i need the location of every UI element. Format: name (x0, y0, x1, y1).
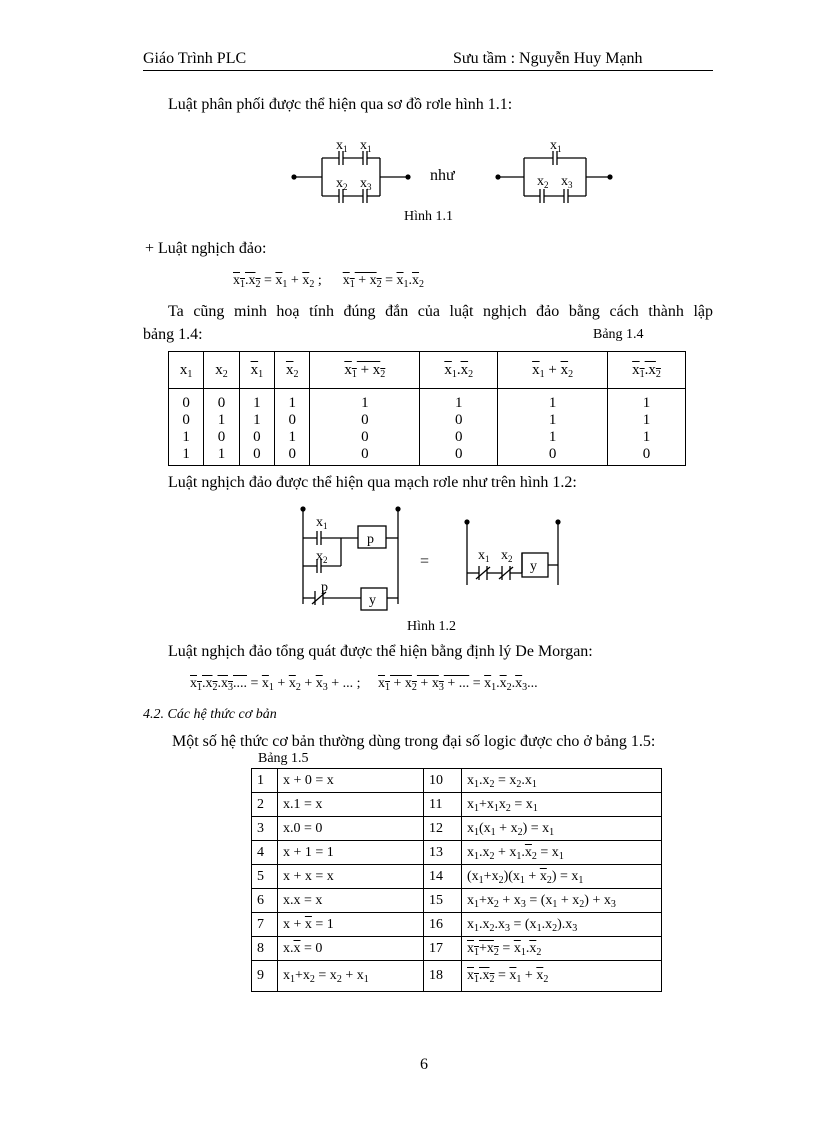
cell: 0 (420, 429, 498, 446)
table-row (252, 937, 662, 961)
svg-text:x1: $x_1$ (316, 515, 328, 531)
cell: 0 (608, 446, 686, 466)
svg-text:x1: $x_1$ (550, 138, 562, 154)
cell: $x_1+x_1x_2 = x_1$ (462, 793, 662, 817)
paragraph-de-morgan: Luật nghịch đảo tổng quát được thể hiện bằng định lý De Morgan: (168, 643, 593, 660)
table-row (169, 412, 686, 429)
cell: 0 (310, 429, 420, 446)
figure-1-1-word: như (430, 167, 455, 184)
cell: 1 (239, 389, 274, 413)
coil-y-label-right: y (530, 559, 537, 574)
cell: $x + \overline{x} = 1$ (278, 913, 424, 937)
col-sum-not: $\overline{x}_1 + \overline{x}_2$ (498, 352, 608, 389)
cell: 0 (420, 446, 498, 466)
col-not-x1: $\overline{x}_1$ (239, 352, 274, 389)
cell: 7 (252, 913, 278, 937)
cell: 0 (239, 446, 274, 466)
cell: 1 (498, 412, 608, 429)
col-not-prod: $x_1.x_2$ (608, 352, 686, 389)
table15-caption: Bảng 1.5 (258, 751, 309, 766)
paragraph-identities: Một số hệ thức cơ bản thường dùng trong đại số logic được cho ở bảng 1.5: (172, 733, 656, 750)
cell: 0 (420, 412, 498, 429)
svg-text:x1: $x_1$ (478, 548, 490, 564)
svg-text:x3: $x_3$ (360, 176, 372, 192)
table-row (169, 429, 686, 446)
paragraph-relay-inverse: Luật nghịch đảo được thể hiện qua mạch rơle như trên hình 1.2: (168, 474, 577, 491)
cell: 1 (608, 412, 686, 429)
cell: x.1 = x (278, 793, 424, 817)
cell: 9 (252, 961, 278, 992)
coil-p-label: p (367, 532, 374, 547)
svg-text:x2: $x_2$ (501, 548, 513, 564)
cell: x + x = x (278, 865, 424, 889)
truth-table-1-4 (168, 351, 686, 466)
cell: $(x_1+x_2)(x_1 + \overline{x}_2) = x_1$ (462, 865, 662, 889)
cell: 17 (424, 937, 462, 961)
cell: 1 (608, 429, 686, 446)
cell: 0 (498, 446, 608, 466)
table-header-row (169, 352, 686, 389)
cell: 0 (310, 412, 420, 429)
cell: x + 0 = x (278, 769, 424, 793)
cell: 8 (252, 937, 278, 961)
table14-caption: Bảng 1.4 (593, 327, 644, 342)
formula-de-morgan: $x_1.x_2.x_3$.... = $\overline{x}_1 + \overline{x}_2 + \overline{x}_3$ + ... ; $x_1 + x_2 + x_3$ + ... = $\overline{x}_1.\overline{x}_2.\overline{x}_3$... (190, 676, 538, 693)
cell: 0 (239, 429, 274, 446)
cell: 3 (252, 817, 278, 841)
paragraph-table14-line2: bảng 1.4: (143, 326, 203, 343)
cell: 1 (498, 389, 608, 413)
identities-table-1-5 (251, 768, 662, 992)
table-row (169, 446, 686, 466)
cell: $x_1.x_2 = x_2.x_1$ (462, 769, 662, 793)
cell: $x_1.x_2.x_3 = (x_1.x_2).x_3$ (462, 913, 662, 937)
cell: 1 (310, 389, 420, 413)
col-x2: $x_2$ (204, 352, 239, 389)
cell: 0 (310, 446, 420, 466)
cell: $x_1.x_2 + x_1.\overline{x}_2 = x_1$ (462, 841, 662, 865)
col-not-x2: $\overline{x}_2$ (275, 352, 310, 389)
cell: 5 (252, 865, 278, 889)
svg-text:x1: $x_1$ (360, 138, 372, 154)
cell: $x_1+x_2 = x_2 + x_1$ (278, 961, 424, 992)
cell: 1 (608, 389, 686, 413)
header-rule (143, 70, 713, 71)
svg-text:x1: $x_1$ (336, 138, 348, 154)
cell: 1 (169, 429, 204, 446)
cell: 1 (239, 412, 274, 429)
cell: 1 (204, 446, 239, 466)
svg-text:x2: $x_2$ (336, 176, 348, 192)
svg-text:x2: $x_2$ (537, 174, 549, 190)
cell: x + 1 = 1 (278, 841, 424, 865)
table-row (252, 841, 662, 865)
cell: 0 (169, 389, 204, 413)
cell: 0 (204, 429, 239, 446)
page-number: 6 (420, 1056, 428, 1073)
cell: 4 (252, 841, 278, 865)
cell: 1 (204, 412, 239, 429)
cell: $x_1.x_2 = \overline{x}_1 + \overline{x}_2$ (462, 961, 662, 992)
cell: $x.\overline{x} = 0$ (278, 937, 424, 961)
svg-text:x2: $x_2$ (316, 549, 328, 565)
paragraph-table14-line1: Ta cũng minh hoạ tính đúng đắn của luật nghịch đảo bằng cách thành lập (168, 303, 713, 320)
figure-1-2-caption: Hình 1.2 (407, 619, 456, 634)
table-row (252, 793, 662, 817)
section-inverse-law: + Luật nghịch đảo: (145, 240, 267, 257)
table-row (252, 913, 662, 937)
cell: 0 (275, 412, 310, 429)
cell: 14 (424, 865, 462, 889)
table-row (252, 769, 662, 793)
svg-text:p: p (321, 580, 328, 595)
cell: 6 (252, 889, 278, 913)
table-row (252, 889, 662, 913)
col-prod-not: $\overline{x}_1.\overline{x}_2$ (420, 352, 498, 389)
cell: 0 (169, 412, 204, 429)
figure-1-2-equals: = (420, 553, 430, 570)
header-left: Giáo Trình PLC (143, 50, 247, 67)
coil-y-label: y (369, 593, 376, 608)
table-row (252, 961, 662, 992)
table-row (169, 389, 686, 413)
cell: 0 (275, 446, 310, 466)
cell: 13 (424, 841, 462, 865)
cell: $x_1(x_1 + x_2) = x_1$ (462, 817, 662, 841)
cell: 1 (275, 429, 310, 446)
col-not-sum: $x_1 + x_2$ (310, 352, 420, 389)
cell: 15 (424, 889, 462, 913)
table-row (252, 817, 662, 841)
subsection-heading: 4.2. Các hệ thức cơ bản (143, 707, 277, 722)
paragraph-distributive: Luật phân phối được thể hiện qua sơ đồ rơle hình 1.1: (168, 96, 513, 113)
formula-inverse-law: $x_1.x_2 = \overline{x}_1 + \overline{x}_2$ ; $x_1 + x_2 = \overline{x}_1.\overline{x}_2$ (233, 273, 425, 290)
cell: x.x = x (278, 889, 424, 913)
cell: 1 (420, 389, 498, 413)
cell: $x_1+x_2 + x_3 = (x_1 + x_2) + x_3$ (462, 889, 662, 913)
cell: 18 (424, 961, 462, 992)
cell: 12 (424, 817, 462, 841)
cell: 16 (424, 913, 462, 937)
cell: 1 (169, 446, 204, 466)
cell: x.0 = 0 (278, 817, 424, 841)
cell: 11 (424, 793, 462, 817)
header-right: Sưu tầm : Nguyễn Huy Mạnh (453, 50, 643, 67)
cell: $x_1+x_2 = \overline{x}_1.\overline{x}_2$ (462, 937, 662, 961)
table-row (252, 865, 662, 889)
col-x1: $x_1$ (169, 352, 204, 389)
cell: 1 (252, 769, 278, 793)
cell: 0 (204, 389, 239, 413)
cell: 2 (252, 793, 278, 817)
figure-1-1-caption: Hình 1.1 (404, 209, 453, 224)
svg-text:x3: $x_3$ (561, 174, 573, 190)
cell: 1 (498, 429, 608, 446)
cell: 1 (275, 389, 310, 413)
cell: 10 (424, 769, 462, 793)
figure-1-2 (290, 500, 580, 618)
